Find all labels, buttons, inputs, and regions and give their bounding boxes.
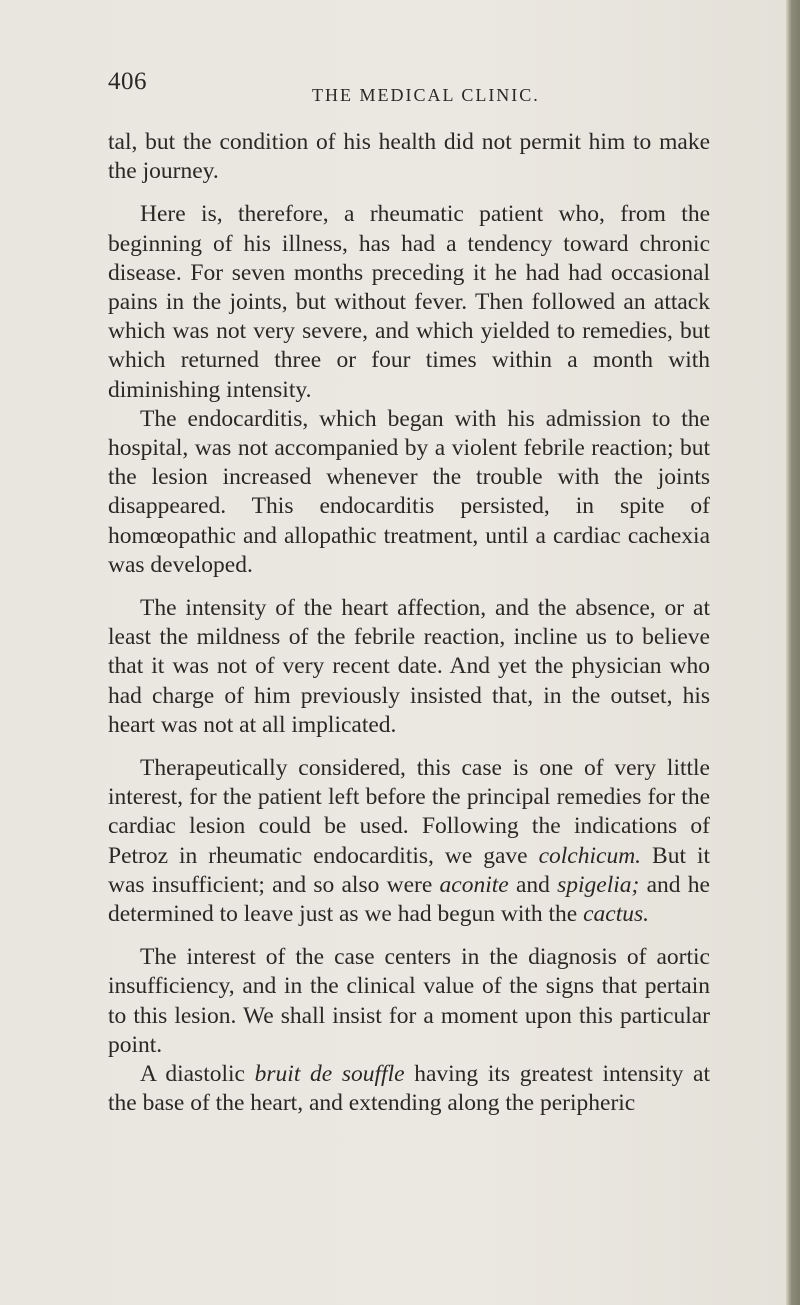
paragraph-diastolic-bruit [108,1060,710,1118]
text-run: having its greatest intensity at the base of the heart, and extending along the peripheric [108,1061,711,1117]
page-number: 406 [108,68,147,95]
text-run: and he determined to leave just as we had begun with the [108,871,710,928]
remedy-aconite: aconite [439,871,509,898]
text-run: A diastolic [140,1061,255,1088]
remedy-cactus: cactus. [583,901,650,928]
body-text [108,128,710,1119]
remedy-spigelia: spigelia; [557,871,640,898]
remedy-colchicum: colchicum. [538,842,642,869]
text-run: and [508,871,558,898]
text-run: But it was insufficient; and so also were [108,842,710,898]
paragraph-therapeutics [108,754,710,929]
page-edge [786,0,800,1305]
text-run: Therapeutically considered, this case is one of very little interest, for the patient left before the principal remedies for the cardiac lesion could be used. Following the indications of Petroz in rheumatic endocarditis, we gave [108,755,710,869]
running-head: THE MEDICAL CLINIC. [312,85,540,105]
term-bruit-de-souffle: bruit de souffle [254,1061,405,1088]
paragraph-diagnosis: The interest of the case centers in the diagnosis of aortic insufficiency, and in the clinical value of the signs that pertain to this lesion. We shall insist for a moment upon this particular point. [108,944,710,1058]
paragraph-continuation: tal, but the condition of his health did not permit him to make the journey. [108,129,710,185]
paragraph-endocarditis: The endocarditis, which began with his admission to the hospital, was not accompanied by a violent febrile reaction; but the lesion increased whenever the trouble with the joints disappeared. This endocarditis persisted, in spite of homœopathic and allopathic treatment, until a cardiac cachexia was developed. [108,405,710,578]
paragraph-rheumatic-patient: Here is, therefore, a rheumatic patient who, from the beginning of his illness, has had a tendency toward chronic disease. For seven months preceding it he had had occasional pains in the joints, but without fever. Then followed an attack which was not very severe, and which yielded to remedies, but which returned three or four times within a month with diminishing intensity. [108,201,710,403]
paragraph-heart-affection: The intensity of the heart affection, and the absence, or at least the mildness of the febrile reaction, incline us to believe that it was not of very recent date. And yet the physician who had charge of him previously insisted that, in the outset, his heart was not at all implicated. [108,595,710,738]
